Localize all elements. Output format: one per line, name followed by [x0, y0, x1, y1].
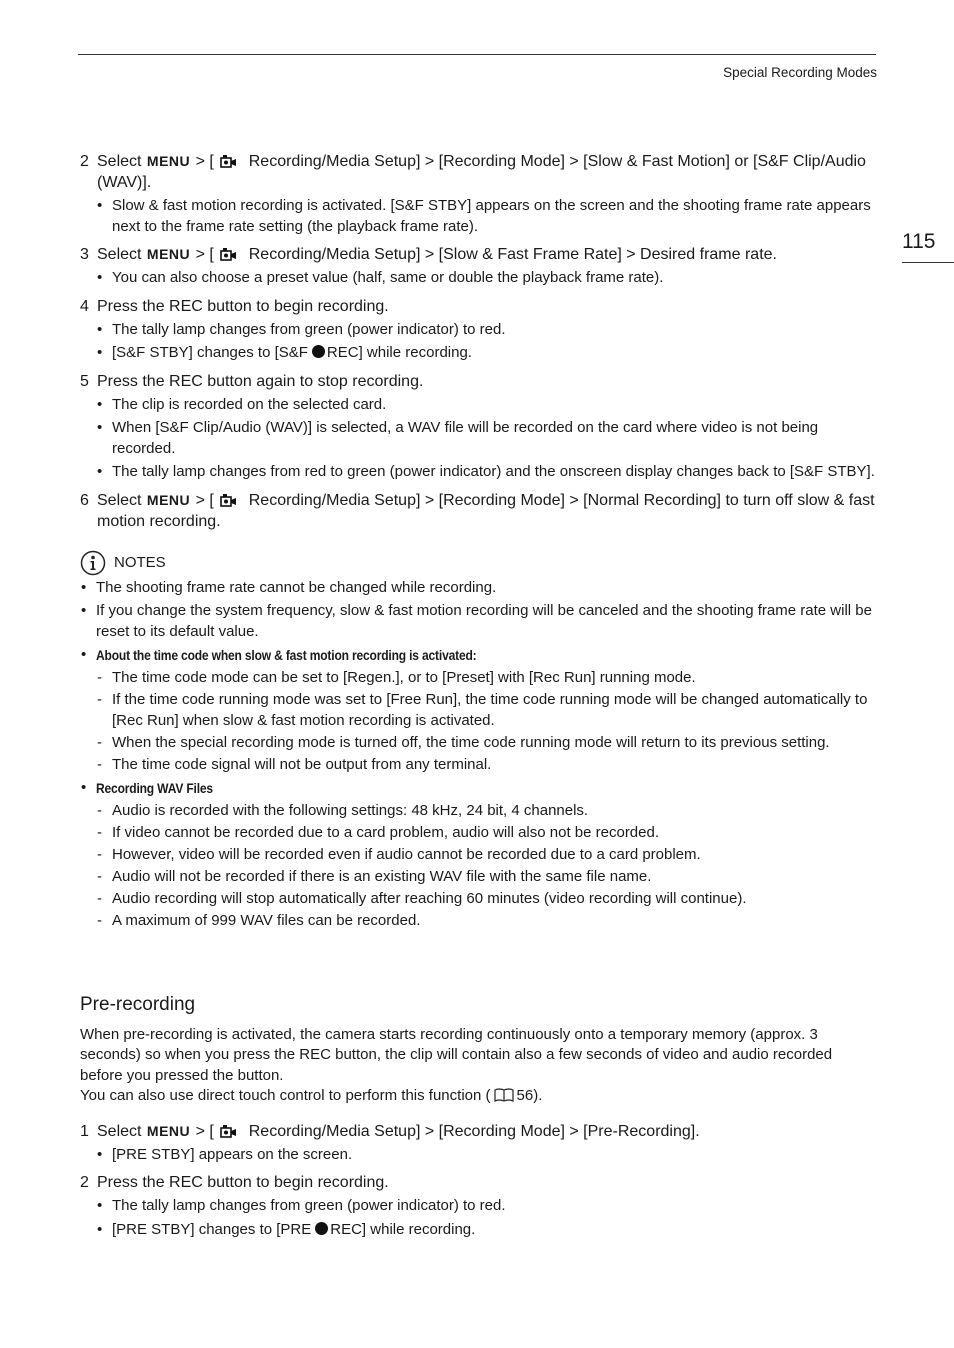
book-icon [494, 1088, 514, 1102]
step-text: Press the REC button again to stop recording. [97, 372, 424, 390]
step-5 [80, 371, 878, 392]
record-dot-icon [315, 1222, 328, 1235]
dash-text: Audio will not be recorded if there is an existing WAV file with the same file name. [112, 868, 652, 885]
dash-text: Audio is recorded with the following settings: 48 kHz, 24 bit, 4 channels. [112, 802, 589, 819]
paragraph-text: You can also use direct touch control to perform this function ( [80, 1087, 491, 1104]
page-number-rule [902, 262, 954, 263]
dash-text: However, video will be recorded even if audio cannot be recorded due to a card problem. [112, 846, 701, 863]
step-text: Recording/Media Setup] > [Slow & Fast Frame Rate] > Desired frame rate. [248, 246, 777, 263]
prerec-step-1 [80, 1121, 878, 1142]
note-bullet: • If you change the system frequency, slow & fast motion recording will be canceled and the shooting frame rate will be reset to its default value. [81, 602, 872, 640]
menu-icon: MENU [146, 1122, 191, 1139]
dash-item: - Audio recording will stop automatically after reaching 60 minutes (video recording will continue). [97, 890, 747, 907]
step-text: Select [97, 153, 142, 170]
notes-header [80, 550, 878, 576]
step-2 [80, 151, 878, 193]
paragraph [80, 1086, 878, 1107]
bullet-text: You can also choose a preset value (half, same or double the playback frame rate). [112, 269, 664, 286]
dash-text: A maximum of 999 WAV files can be recorded. [112, 912, 421, 929]
step-text: Select [97, 246, 142, 263]
bullet: • The tally lamp changes from green (power indicator) to red. [97, 1197, 506, 1214]
step-text: Recording/Media Setup] > [Recording Mode] > [Normal Recording] to turn off slow & fast motion recording. [97, 491, 875, 530]
bullet: • The tally lamp changes from green (power indicator) to red. [97, 320, 506, 338]
dash-item: - However, video will be recorded even if audio cannot be recorded due to a card problem. [97, 846, 701, 863]
dash-item: - A maximum of 999 WAV files can be recorded. [97, 912, 421, 929]
prerec-step-2 [80, 1172, 878, 1193]
camera-settings-icon [220, 247, 238, 261]
bullet-text: Slow & fast motion recording is activated. [S&F STBY] appears on the screen and the shooting frame rate appears next to the frame rate setting (the playback frame rate). [112, 197, 871, 235]
page-number: 115 [902, 230, 936, 253]
step-text: Recording/Media Setup] > [Recording Mode] > [Pre-Recording]. [248, 1122, 700, 1140]
step-text: Press the REC button to begin recording. [97, 297, 389, 315]
record-dot-icon [312, 345, 325, 358]
step-number: 1 [80, 1122, 89, 1140]
camera-settings-icon [220, 493, 238, 507]
step-3 [80, 244, 878, 265]
bullet: • You can also choose a preset value (half, same or double the playback frame rate). [97, 269, 664, 286]
notes-title: NOTES [114, 554, 166, 571]
menu-icon: MENU [146, 153, 191, 169]
bullet-text: REC] while recording. [330, 1220, 476, 1238]
dash-item: - Audio is recorded with the following settings: 48 kHz, 24 bit, 4 channels. [97, 802, 589, 819]
bullet-text: REC] while recording. [326, 344, 472, 361]
step-4 [80, 296, 878, 317]
main-content [80, 151, 878, 1240]
bullet-text: [S&F STBY] changes to [S&F [112, 344, 308, 361]
dash-text: Audio recording will stop automatically after reaching 60 minutes (video recording will continue). [112, 890, 747, 907]
note-bullet: • Recording WAV Files [80, 778, 878, 800]
step-6 [80, 490, 878, 532]
bullet: • [PRE STBY] changes to [PRE REC] while recording. [97, 1220, 476, 1238]
bullet: • The tally lamp changes from red to green (power indicator) and the onscreen display changes back to [S&F STBY]. [97, 463, 875, 480]
bullet: • When [S&F Clip/Audio (WAV)] is selected, a WAV file will be recorded on the card where video is not being recorded. [97, 419, 819, 457]
dash-text: The time code mode can be set to [Regen.], or to [Preset] with [Rec Run] running mode. [112, 669, 696, 686]
menu-icon: MENU [146, 246, 191, 262]
menu-icon: MENU [146, 491, 191, 508]
step-text: > [ [195, 246, 214, 263]
bullet-text: [PRE STBY] appears on the screen. [112, 1145, 353, 1163]
dash-item: - The time code signal will not be output from any terminal. [97, 755, 492, 773]
step-number: 4 [80, 297, 89, 315]
camera-settings-icon [220, 1124, 238, 1138]
running-header: Special Recording Modes [723, 65, 877, 80]
paragraph: When pre-recording is activated, the camera starts recording continuously onto a temporary memory (approx. 3 seconds) so when you press the REC button, the clip will contain also a few seconds of video and audio recorded before you pressed the button. [80, 1025, 833, 1084]
dash-item: - If video cannot be recorded due to a card problem, audio will also not be recorded. [97, 824, 660, 841]
section-title: Pre-recording [80, 993, 196, 1015]
step-text: Select [97, 1122, 142, 1140]
dash-item: - When the special recording mode is turned off, the time code running mode will return to its previous setting. [97, 733, 830, 751]
dash-text: If the time code running mode was set to [Free Run], the time code running mode will be changed automatically to [Rec Run] when slow & fast motion recording is activated. [112, 691, 868, 729]
dash-item: - The time code mode can be set to [Regen.], or to [Preset] with [Rec Run] running mode. [97, 669, 696, 686]
bullet-text: The tally lamp changes from green (power indicator) to red. [112, 1197, 506, 1214]
bullet-text: The tally lamp changes from red to green (power indicator) and the onscreen display changes back to [S&F STBY]. [112, 463, 875, 480]
dash-text: The time code signal will not be output from any terminal. [112, 755, 492, 773]
bullet: • [PRE STBY] appears on the screen. [97, 1145, 353, 1163]
step-number: 5 [80, 372, 89, 390]
bullet-text: The tally lamp changes from green (power indicator) to red. [112, 320, 506, 338]
step-text: > [ [195, 491, 214, 509]
note-text: If you change the system frequency, slow & fast motion recording will be canceled and the shooting frame rate will be reset to its default value. [96, 602, 872, 640]
header-rule [78, 54, 876, 55]
note-bullet: • The shooting frame rate cannot be changed while recording. [81, 578, 497, 596]
timecode-subheading: About the time code when slow & fast motion recording is activated: [96, 647, 477, 663]
step-text: Recording/Media Setup] > [Recording Mode] > [Slow & Fast Motion] or [S&F Clip/Audio (WAV)]. [97, 153, 866, 191]
note-bullet: • About the time code when slow & fast motion recording is activated: [80, 645, 878, 667]
camera-settings-icon [220, 154, 238, 168]
bullet: • Slow & fast motion recording is activated. [S&F STBY] appears on the screen and the shooting frame rate appears next to the frame rate setting (the playback frame rate). [97, 197, 871, 235]
dash-item: - If the time code running mode was set to [Free Run], the time code running mode will be changed automatically to [Rec Run] when slow & fast motion recording is activated. [97, 691, 868, 729]
info-icon [80, 550, 106, 576]
step-text: > [ [195, 1122, 214, 1140]
step-number: 6 [80, 491, 89, 509]
step-number: 3 [80, 246, 89, 263]
dash-item: - Audio will not be recorded if there is an existing WAV file with the same file name. [97, 868, 652, 885]
bullet: • The clip is recorded on the selected card. [97, 395, 387, 413]
wav-subheading: Recording WAV Files [96, 780, 213, 796]
step-number: 2 [80, 153, 89, 170]
dash-text: If video cannot be recorded due to a card problem, audio will also not be recorded. [112, 824, 660, 841]
step-text: Select [97, 491, 142, 509]
page-ref-link[interactable]: 56). [516, 1087, 543, 1104]
step-text: Press the REC button to begin recording. [97, 1174, 389, 1191]
step-text: > [ [195, 153, 214, 170]
step-number: 2 [80, 1174, 89, 1191]
note-text: The shooting frame rate cannot be changed while recording. [96, 578, 497, 596]
bullet-text: [PRE STBY] changes to [PRE [112, 1220, 312, 1238]
dash-text: When the special recording mode is turned off, the time code running mode will return to its previous setting. [112, 733, 830, 751]
bullet-text: When [S&F Clip/Audio (WAV)] is selected, a WAV file will be recorded on the card where video is not being recorded. [112, 419, 819, 457]
bullet: • [S&F STBY] changes to [S&F REC] while recording. [97, 344, 472, 361]
bullet-text: The clip is recorded on the selected card. [112, 395, 387, 413]
